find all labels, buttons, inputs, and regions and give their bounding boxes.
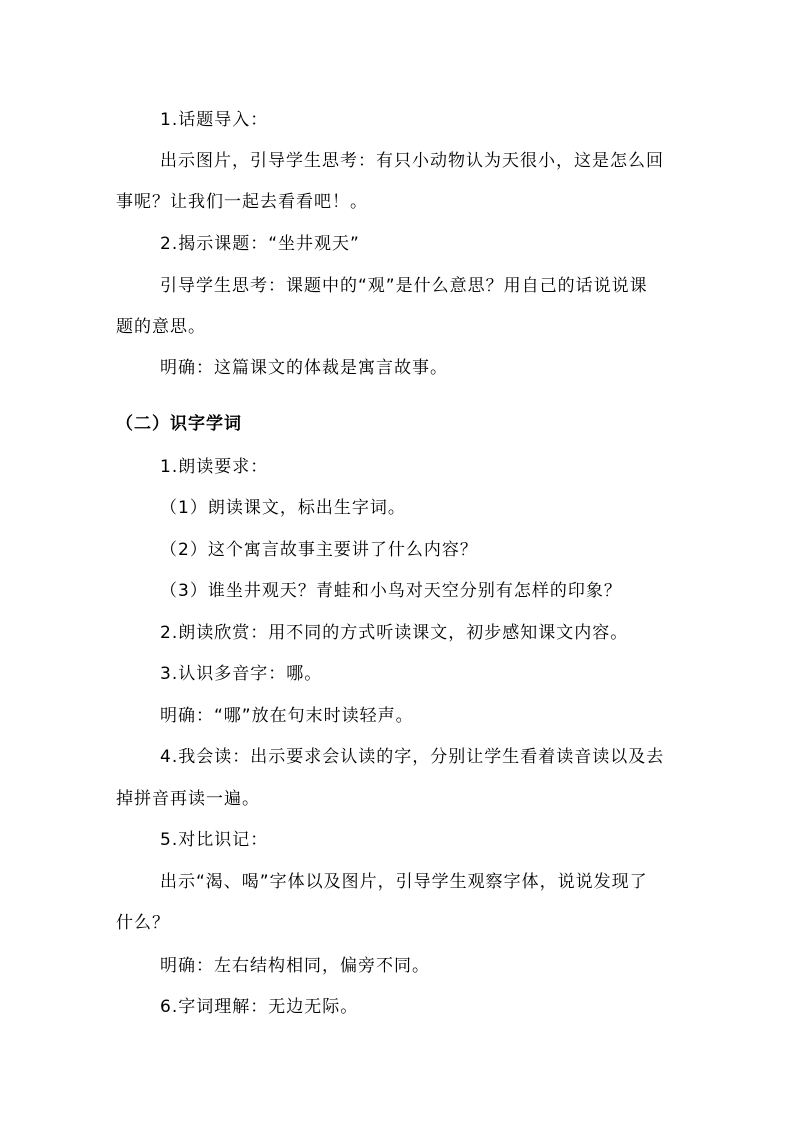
paragraph-line: 明确：这篇课文的体裁是寓言故事。 <box>160 358 448 378</box>
list-item: （1）朗读课文，标出生字词。 <box>160 498 406 518</box>
step-i-can-read: 4.我会读：出示要求会认读的字，分别让学生看着读音读以及去 <box>160 747 665 767</box>
list-item: （2）这个寓言故事主要讲了什么内容？ <box>160 540 478 560</box>
paragraph-line: 掉拼音再读一遍。 <box>116 789 260 809</box>
step-topic-intro: 1.话题导入： <box>160 110 269 130</box>
paragraph-line: 题的意思。 <box>116 317 206 337</box>
section-heading: （二）识字学词 <box>116 414 242 434</box>
list-item: （3）谁坐井观天？青蛙和小鸟对天空分别有怎样的印象？ <box>160 581 622 601</box>
paragraph-line: 明确：“哪”放在句末时读轻声。 <box>160 706 414 726</box>
paragraph-line: 出示图片，引导学生思考：有只小动物认为天很小，这是怎么回 <box>160 151 664 171</box>
step-polyphonic: 3.认识多音字：哪。 <box>160 664 323 684</box>
step-reading-requirements: 1.朗读要求： <box>160 457 269 477</box>
paragraph-line: 明确：左右结构相同，偏旁不同。 <box>160 956 430 976</box>
step-word-understanding: 6.字词理解：无边无际。 <box>160 997 359 1017</box>
step-reading-appreciation: 2.朗读欣赏：用不同的方式听读课文，初步感知课文内容。 <box>160 623 629 643</box>
paragraph-line: 出示“渴、喝”字体以及图片，引导学生观察字体，说说发现了 <box>160 872 648 892</box>
paragraph-line: 事呢？让我们一起去看看吧！。 <box>116 192 368 212</box>
paragraph-line: 什么？ <box>116 913 170 933</box>
paragraph-line: 引导学生思考：课题中的“观”是什么意思？用自己的话说说课 <box>160 276 648 296</box>
step-compare: 5.对比识记： <box>160 830 269 850</box>
step-reveal-title: 2.揭示课题：“坐井观天” <box>160 234 360 254</box>
